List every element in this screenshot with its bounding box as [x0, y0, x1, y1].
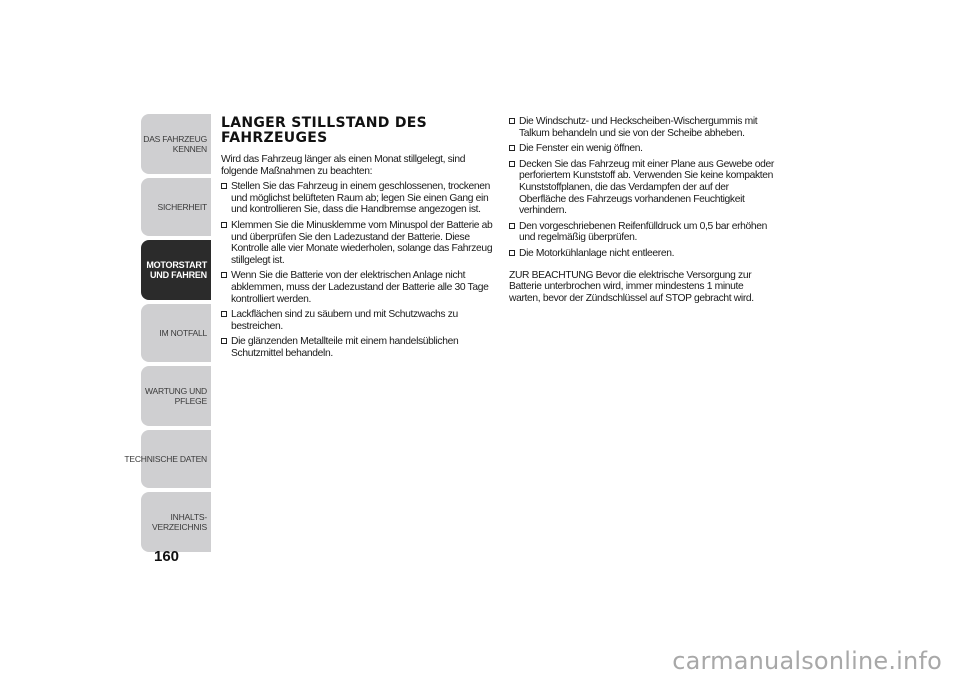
list-item: Den vorgeschriebenen Reifenfülldruck um 0,5 bar erhöhen und regelmäßig überprüfen. — [509, 221, 774, 244]
note-text: ZUR BEACHTUNG Bevor die elektrische Versorgung zur Batterie unterbrochen wird, immer mindestens 1 minute warten, bevor der Zündschlüssel auf STOP gebracht wird. — [509, 269, 754, 304]
list-item: Decken Sie das Fahrzeug mit einer Plane aus Gewebe oder perforiertem Kunststoff ab. Verwenden Sie keine kompakten Kunststoffplanen, die das Verdampfen der auf der Oberfläche des Fahrzeugs vorhandenen Feuchtigkeit verhindern. — [509, 159, 774, 217]
watermark-text: carmanualsonline.info — [672, 647, 942, 675]
list-item: Wenn Sie die Batterie von der elektrischen Anlage nicht abklemmen, muss der Ladezustand der Batterie alle 30 Tage kontrolliert werden. — [221, 270, 496, 305]
tab-wartung-und-pflege[interactable] — [141, 366, 211, 426]
right-column — [509, 116, 774, 308]
tab-label-line: UND FAHREN — [149, 270, 207, 280]
tab-label-line: PFLEGE — [174, 396, 207, 406]
tab-sicherheit[interactable] — [141, 178, 211, 236]
left-column — [221, 116, 496, 364]
tab-label-line: KENNEN — [172, 144, 207, 154]
list-item: Lackflächen sind zu säubern und mit Schutzwachs zu bestreichen. — [221, 309, 496, 332]
tab-label-line: MOTORSTART — [146, 260, 207, 270]
list-item: Die Fenster ein wenig öffnen. — [509, 143, 774, 155]
section-title — [221, 116, 496, 146]
tab-inhaltsverzeichnis[interactable] — [141, 492, 211, 552]
tab-technische-daten[interactable] — [124, 430, 211, 488]
tab-label-line: VERZEICHNIS — [152, 522, 207, 532]
list-item: Stellen Sie das Fahrzeug in einem geschlossenen, trockenen und möglichst belüfteten Raum ab; legen Sie einen Gang ein und kontrollieren Sie, dass die Handbremse angezogen ist. — [221, 181, 496, 216]
tab-im-notfall[interactable] — [141, 304, 211, 362]
tab-label-line: DAS FAHRZEUG — [143, 134, 207, 144]
section-title-line1: LANGER STILLSTAND DES — [221, 115, 428, 131]
list-item: Die Windschutz- und Heckscheiben-Wischergummis mit Talkum behandeln und sie von der Scheibe abheben. — [509, 116, 774, 139]
left-bullet-list — [221, 181, 496, 359]
tab-motorstart-und-fahren[interactable] — [141, 240, 211, 300]
tab-label-line: WARTUNG UND — [144, 386, 207, 396]
tab-label-line: SICHERHEIT — [157, 202, 207, 212]
list-item: Die Motorkühlanlage nicht entleeren. — [509, 248, 774, 260]
section-title-line2: FAHRZEUGES — [221, 130, 328, 146]
tab-das-fahrzeug-kennen[interactable] — [141, 114, 211, 174]
page-number: 160 — [154, 548, 180, 565]
intro-text: Wird das Fahrzeug länger als einen Monat stillgelegt, sind folgende Maßnahmen zu beachten: — [221, 154, 466, 177]
tab-label-line: INHALTS- — [170, 512, 207, 522]
tab-label-line: TECHNISCHE DATEN — [124, 454, 207, 464]
list-item: Klemmen Sie die Minusklemme vom Minuspol der Batterie ab und überprüfen Sie den Ladezustand der Batterie. Diese Kontrolle alle vier Monate wiederholen, solange das Fahrzeug stillgelegt ist. — [221, 220, 496, 266]
list-item: Die glänzenden Metallteile mit einem handelsüblichen Schutzmittel behandeln. — [221, 336, 496, 359]
tab-label-line: IM NOTFALL — [159, 328, 207, 338]
right-bullet-list — [509, 116, 774, 260]
